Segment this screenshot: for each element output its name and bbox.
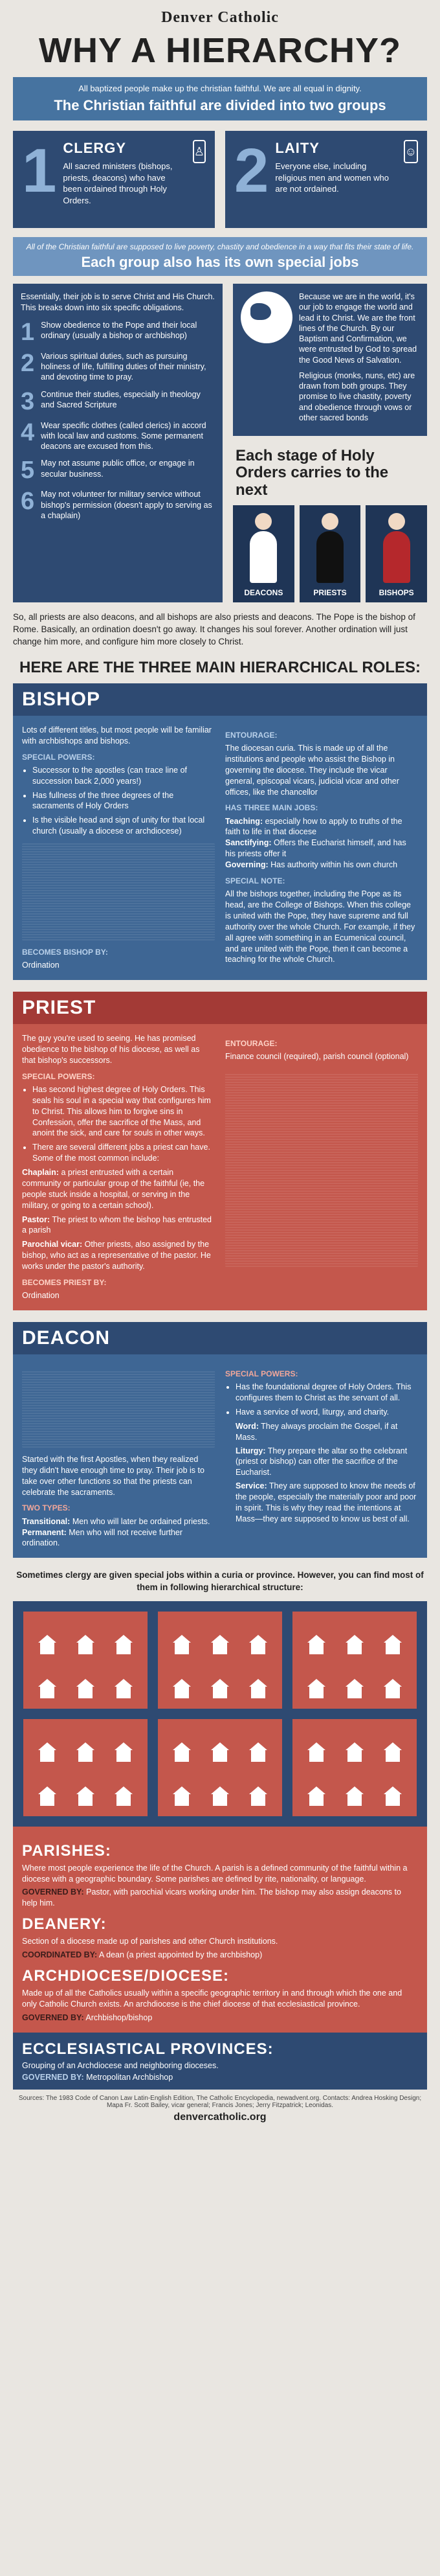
def-text: Section of a diocese made up of parishes and other Church institutions. <box>22 1937 278 1946</box>
church-icon <box>337 1618 371 1658</box>
service-item <box>225 1446 418 1479</box>
church-icon <box>164 1726 199 1766</box>
church-icon <box>164 1770 199 1810</box>
church-icon <box>299 1662 333 1702</box>
type-item <box>22 1527 215 1549</box>
church-icon <box>299 1770 333 1810</box>
entourage-text: Finance council (required), parish council (optional) <box>225 1052 409 1062</box>
religious-text: Religious (monks, nuns, etc) are drawn from both groups. They promise to live chastity, poverty and obedience through vows or other sacred bonds <box>299 370 415 422</box>
power-item: • Have a service of word, liturgy, and charity. <box>236 1407 418 1418</box>
church-icon <box>203 1726 237 1766</box>
service-value: They always proclaim the Gospel, if at Mass. <box>236 1421 398 1442</box>
gov-label: GOVERNED BY: <box>22 2072 84 2082</box>
powers-label: SPECIAL POWERS: <box>22 1071 95 1081</box>
page-title: WHY A HIERARCHY? <box>38 31 401 70</box>
service-key: Liturgy: <box>236 1446 266 1455</box>
def-gov <box>22 1887 418 1909</box>
diocese-block <box>292 1612 417 1709</box>
duty-item <box>21 320 215 345</box>
globe-icon <box>241 291 292 343</box>
deacon-body <box>13 1354 427 1558</box>
church-icon <box>241 1770 276 1810</box>
job-key: Parochial vicar: <box>22 1240 83 1249</box>
church-icon <box>376 1726 410 1766</box>
type-value: Men who will not receive further ordination. <box>22 1527 183 1548</box>
church-icon <box>376 1662 410 1702</box>
priest-title: PRIEST <box>13 992 427 1024</box>
job-value: Offers the Eucharist himself, and has his priests offer it <box>225 838 406 859</box>
job-value: The priest to whom the bishop has entrusted a parish <box>22 1214 212 1235</box>
diocese-block <box>23 1719 148 1816</box>
bishop-title: BISHOP <box>13 683 427 716</box>
church-icon <box>299 1618 333 1658</box>
def-title: ECCLESIASTICAL PROVINCES: <box>22 2040 274 2058</box>
becomes-value: Ordination <box>22 1291 60 1301</box>
diocese-block <box>158 1612 282 1709</box>
vocation-text: All of the Christian faithful are supposed to live poverty, chastity and obedience in a way that fits their state of life. <box>26 242 414 251</box>
priest-figure <box>300 505 361 602</box>
priest-section <box>13 992 427 1310</box>
church-icon <box>337 1662 371 1702</box>
def-text: Made up of all the Catholics usually within a specific geographic territory in and through which the one and only Catholic Church exists. An archdiocese is the chief diocese of that ecclesiastical province. <box>22 1988 402 2009</box>
duty-number: 4 <box>21 418 35 446</box>
laity-icon: ☺ <box>404 140 418 163</box>
duty-text: May not assume public office, or engage in secular business. <box>41 459 195 479</box>
group-laity <box>225 131 427 228</box>
job-item <box>225 860 418 871</box>
entourage-label: ENTOURAGE: <box>225 1039 278 1049</box>
deacon-intro: Started with the first Apostles, when they realized they didn't have enough time to pray. Their job is to take over other functions so that the priests can celebrate the sacraments. <box>22 1454 204 1497</box>
diocese-block <box>158 1719 282 1816</box>
power-item: • Is the visible head and sign of unity for that local church (usually a diocese or archdiocese) <box>32 815 215 837</box>
service-value: They are supposed to know the needs of the people, especially the materially poor and poor in spirit. This is why they read the intentions at Mass—they are supposed to know us best of all. <box>236 1481 417 1523</box>
laity-text: Because we are in the world, it's our job to engage the world and lead it to Christ. We are the front lines of the Church. By our Baptism and Confirmation, we were entrusted by God to spread the Good News of Salvation. <box>299 292 417 365</box>
powers-label: SPECIAL POWERS: <box>22 752 95 762</box>
church-icon <box>30 1662 64 1702</box>
bishop-intro: Lots of different titles, but most people will be familiar with archbishops and bishops. <box>22 725 212 746</box>
bishop-figure <box>366 505 427 602</box>
church-icon <box>30 1618 64 1658</box>
church-icon <box>241 1618 276 1658</box>
figure-label: DEACONS <box>244 588 283 598</box>
deacon-photo <box>22 1370 215 1448</box>
bishop-section <box>13 683 427 980</box>
holy-orders <box>233 445 427 602</box>
gov-value: Metropolitan Archbishop <box>86 2072 173 2082</box>
curia-intro: Sometimes clergy are given special jobs within a curia or province. However, you can find most of them in following hierarchical structure: <box>16 1570 424 1592</box>
church-icon <box>337 1726 371 1766</box>
group-name: LAITY <box>275 140 320 156</box>
duty-text: Continue their studies, especially in theology and Sacred Scripture <box>41 389 201 409</box>
priest-photo <box>225 1073 418 1267</box>
clergy-duties <box>13 284 223 602</box>
diocese-block <box>23 1612 148 1709</box>
group-text: All sacred ministers (bishops, priests, deacons) who have been ordained through Holy Orders. <box>63 161 173 205</box>
note-text: All the bishops together, including the Pope as its head, are the College of Bishops. When this college is united with the Pope, they have supreme and full authority over the whole Church. For example, if they all agree with something in an Ecumenical council, and are united with the Pope, then it can become a teaching for the whole Church. <box>225 889 415 964</box>
def-gov <box>22 1950 418 1961</box>
church-icon <box>30 1770 64 1810</box>
structure-definitions <box>13 1827 427 2033</box>
church-icon <box>107 1662 141 1702</box>
church-icon <box>376 1770 410 1810</box>
church-icon <box>68 1618 102 1658</box>
duty-text: Various spiritual duties, such as pursuing holiness of life, fulfilling duties of their ministry, and devoting time to pray. <box>41 351 206 382</box>
church-icon <box>241 1662 276 1702</box>
job-item <box>225 816 418 838</box>
church-icon <box>203 1662 237 1702</box>
job-value: especially how to apply to truths of the faith to life in that diocese <box>225 816 402 837</box>
laity-duties <box>233 284 427 436</box>
clergy-duties-intro: Essentially, their job is to serve Christ and His Church. This breaks down into six specific obligations. <box>21 292 215 312</box>
duty-item <box>21 420 215 452</box>
intro-line: All baptized people make up the christian faithful. We are all equal in dignity. <box>78 84 362 93</box>
deacon-section <box>13 1322 427 1558</box>
clergy-icon: ♙ <box>193 140 206 163</box>
service-key: Service: <box>236 1481 267 1491</box>
def-gov <box>22 2012 418 2023</box>
priest-intro: The guy you're used to seeing. He has promised obedience to the bishop of his diocese, as well as that bishop's successors. <box>22 1034 200 1065</box>
province-def <box>13 2033 427 2090</box>
duty-item <box>21 389 215 414</box>
duty-text: Show obedience to the Pope and their local ordinary (usually a bishop or archbishop) <box>41 320 197 340</box>
figure-label: BISHOPS <box>379 588 414 598</box>
holy-orders-figures <box>233 505 427 602</box>
church-icon <box>68 1662 102 1702</box>
job-key: Pastor: <box>22 1214 50 1224</box>
def-title: PARISHES: <box>22 1841 111 1860</box>
deacon-powers <box>225 1382 418 1418</box>
diocese-block <box>292 1719 417 1816</box>
holy-orders-heading: Each stage of Holy Orders carries to the next <box>236 447 389 499</box>
type-value: Men who will later be ordained priests. <box>72 1516 210 1526</box>
deacon-title: DEACON <box>13 1322 427 1354</box>
header <box>0 0 440 77</box>
priest-body <box>13 1024 427 1310</box>
def-title: DEANERY: <box>22 1915 107 1933</box>
duty-item <box>21 351 215 383</box>
duty-number: 1 <box>21 318 35 346</box>
duty-text: May not volunteer for military service without bishop's permission (doesn't apply to serving as a chaplain) <box>41 490 212 520</box>
powers-label: SPECIAL POWERS: <box>225 1369 298 1378</box>
bishop-powers <box>22 765 215 837</box>
church-icon <box>299 1726 333 1766</box>
becomes-value: Ordination <box>22 961 60 970</box>
intro-heading: The Christian faithful are divided into two groups <box>54 97 386 113</box>
duty-text: Wear specific clothes (called clerics) in accord with local law and customs. Some permanent deacons are excused from this. <box>41 420 206 451</box>
type-item <box>22 1516 215 1527</box>
priest-powers <box>22 1084 215 1164</box>
group-number: 1 <box>22 136 57 205</box>
job-key: Sanctifying: <box>225 838 272 848</box>
duty-number: 6 <box>21 488 35 516</box>
entourage-label: ENTOURAGE: <box>225 730 278 740</box>
deanery-def <box>22 1915 418 1961</box>
church-icon <box>107 1618 141 1658</box>
note-label: SPECIAL NOTE: <box>225 876 285 885</box>
power-item: • Has second highest degree of Holy Orders. This seals his soul in a special way that configures him to Christ. This allows him to forgive sins in Confession, offer the sacrifice of the Mass, and anoint the sick, and care for souls in other ways. <box>32 1084 215 1139</box>
service-item <box>225 1421 418 1443</box>
jobs-label: HAS THREE MAIN JOBS: <box>225 803 318 813</box>
entourage-text: The diocesan curia. This is made up of all the institutions and people who assist the Bishop in governing the diocese. They include the vicar general, episcopal vicars, judicial vicar and other offices, like the chancellor <box>225 744 399 797</box>
church-icon <box>68 1726 102 1766</box>
church-icon <box>203 1770 237 1810</box>
gov-value: Pastor, with parochial vicars working under him. The bishop may also assign deacons to help him. <box>22 1887 401 1908</box>
gov-value: Archbishop/bishop <box>85 2012 153 2022</box>
becomes-label: BECOMES PRIEST BY: <box>22 1277 107 1287</box>
gov-label: GOVERNED BY: <box>22 1887 84 1897</box>
church-icon <box>68 1770 102 1810</box>
church-icon <box>241 1726 276 1766</box>
vocation-heading: Each group also has its own special jobs <box>81 254 359 270</box>
church-icon <box>164 1662 199 1702</box>
job-key: Governing: <box>225 860 269 870</box>
brand-logo[interactable]: Denver Catholic <box>161 9 279 26</box>
def-text: Where most people experience the life of the Church. A parish is a defined community of the faithful within a diocese with a geographic boundary. Some parishes are defined by rite, nationality, or language. <box>22 1863 408 1884</box>
church-icon <box>337 1770 371 1810</box>
priest-job <box>22 1167 215 1211</box>
group-text: Everyone else, including religious men and women who are not ordained. <box>275 161 389 194</box>
becomes-label: BECOMES BISHOP BY: <box>22 948 108 957</box>
gov-label: GOVERNED BY: <box>22 2012 84 2022</box>
duties <box>13 284 427 602</box>
power-item: • Has fullness of the three degrees of the sacraments of Holy Orders <box>32 790 215 812</box>
def-text: Grouping of an Archdiocese and neighboring dioceses. <box>22 2060 219 2070</box>
figure-label: PRIESTS <box>313 588 347 598</box>
job-value: Has authority within his own church <box>270 860 398 870</box>
bishop-body <box>13 716 427 980</box>
group-number: 2 <box>234 136 269 205</box>
def-gov <box>22 2073 418 2082</box>
duty-number: 2 <box>21 349 35 377</box>
parishes-def <box>22 1842 418 1909</box>
site-link[interactable]: denvercatholic.org <box>173 2111 267 2123</box>
priest-job <box>22 1239 215 1272</box>
gov-value: A dean (a priest appointed by the archbishop) <box>99 1950 263 1960</box>
bishop-photo <box>22 843 215 940</box>
roles-heading: HERE ARE THE THREE MAIN HIERARCHICAL ROLES: <box>19 658 421 676</box>
groups <box>13 131 427 228</box>
intro-band <box>13 77 427 120</box>
power-item: • Successor to the apostles (can trace line of succession back 2,000 years!) <box>32 765 215 787</box>
church-icon <box>30 1726 64 1766</box>
priest-job <box>22 1214 215 1237</box>
ordination-note: So, all priests are also deacons, and all bishops are also priests and deacons. The Pope is the bishop of Rome. Basically, an ordination doesn't go away. It changes his soul forever. Another ordination will just change him more, and configure him more closely to Christ. <box>13 612 415 646</box>
job-key: Chaplain: <box>22 1168 59 1178</box>
types-label: TWO TYPES: <box>22 1503 71 1513</box>
job-value: a priest entrusted with a certain community or particular group of the faithful (ie, the people stuck inside a hospital, or serving in the military, or going to a certain school). <box>22 1168 205 1210</box>
group-clergy <box>13 131 215 228</box>
job-value: Other priests, also assigned by the bishop, who act as a representative of the pastor. He works under the pastor's authority. <box>22 1240 211 1271</box>
service-value: They prepare the altar so the celebrant (priest or bishop) can offer the sacrifice of the Eucharist. <box>236 1446 408 1477</box>
service-item <box>225 1481 418 1525</box>
job-key: Teaching: <box>225 816 263 826</box>
service-key: Word: <box>236 1421 259 1431</box>
vocation-band <box>13 237 427 276</box>
job-item <box>225 838 418 860</box>
church-icon <box>107 1770 141 1810</box>
power-item: • There are several different jobs a priest can have. Some of the most common include: <box>32 1142 215 1164</box>
church-icon <box>107 1726 141 1766</box>
deacon-figure <box>233 505 294 602</box>
power-item: • Has the foundational degree of Holy Orders. This configures them to Christ as the servant of all. <box>236 1382 418 1404</box>
sources: Sources: The 1983 Code of Canon Law Latin-English Edition, The Catholic Encyclopedia, newadvent.org. Contacts: Andrea Hosking Design; Mapa Fr. Scott Bailey, vicar general; Francis Jones; Jerry Fitzpatrick; Leonidas. <box>18 2094 422 2109</box>
type-key: Transitional: <box>22 1516 71 1526</box>
duty-item <box>21 458 215 483</box>
gov-label: COORDINATED BY: <box>22 1950 98 1960</box>
laity-column <box>233 284 427 602</box>
duty-number: 5 <box>21 457 35 484</box>
diocese-def <box>22 1967 418 2023</box>
hierarchy-grid <box>13 1601 427 1827</box>
church-icon <box>203 1618 237 1658</box>
duty-number: 3 <box>21 387 35 415</box>
church-icon <box>376 1618 410 1658</box>
group-name: CLERGY <box>63 140 127 156</box>
duty-item <box>21 489 215 521</box>
type-key: Permanent: <box>22 1527 67 1537</box>
def-title: ARCHDIOCESE/DIOCESE: <box>22 1966 230 1985</box>
church-icon <box>164 1618 199 1658</box>
